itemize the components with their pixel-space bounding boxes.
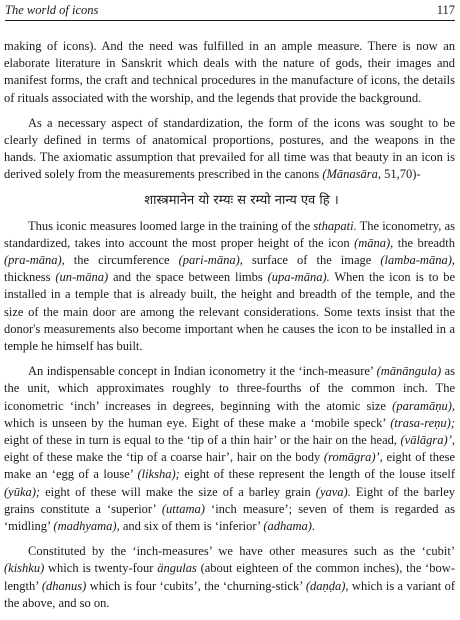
italic-term: (adhama).: [263, 519, 316, 534]
italic-term: (daṇḍa),: [305, 578, 349, 593]
italic-term: (liksha);: [137, 467, 180, 482]
body-text: [4, 38, 455, 620]
italic-term: (māna),: [354, 235, 394, 250]
text-run: eight of these in turn is equal to the ‘tip of a thin hair’ or the hair on the head,: [4, 433, 401, 448]
running-header: [5, 2, 455, 21]
italic-term: (romāgra)’,: [323, 450, 383, 465]
italic-term: ängulas: [157, 561, 197, 576]
italic-term: (uttama): [161, 501, 205, 516]
italic-term: (Mānasāra,: [322, 167, 381, 182]
text-run: which is a variant of the above, and so on.: [4, 578, 455, 610]
text-run: शास्त्रमानेन यो रम्यः स रम्यो नान्य एव हि ।: [144, 192, 339, 208]
text-run: eight of these make the ‘tip of a coarse hair’, hair on the body: [4, 450, 324, 465]
italic-term: (pra-māna),: [4, 253, 65, 268]
paragraph-p5: [4, 543, 455, 612]
text-run: surface of the image: [242, 253, 381, 268]
text-run: which is twenty-four: [44, 561, 158, 576]
italic-term: (dhanus): [41, 578, 87, 593]
text-run: ‘inch measure’; seven of them is regarded as ‘midling’: [4, 501, 455, 534]
paragraph-p3: [4, 218, 455, 356]
text-run: Constituted by the ‘inch-measures’ we have other measures such as the ‘cubit’: [28, 544, 455, 559]
text-run: and the space between limbs: [108, 270, 268, 285]
italic-term: (paramāṇu),: [392, 398, 455, 413]
italic-term: (lamba-māna),: [380, 253, 455, 268]
text-run: thickness: [4, 270, 56, 285]
text-run: eight of these make an ‘egg of a louse’: [4, 450, 456, 482]
text-run: 51,70)-: [381, 167, 421, 182]
italic-term: (yūka);: [4, 484, 41, 499]
text-run: An indispensable concept in Indian iconometry it the ‘inch-measure’: [28, 364, 377, 379]
text-run: When the icon is to be installed in a temple that is already built, the height and breadth of the temple, and the size of the main door are among the relevant considerations. Some texts insist that the donor's measurements also become important when he causes the icon to be installed in a temple he himself has built.: [4, 270, 455, 354]
text-run: which is four ‘cubits’, the ‘churning-stick’: [86, 578, 306, 593]
text-run: Eight of the barley grains constitute a ‘superior’: [4, 484, 456, 516]
text-run: which is unseen by the human eye. Eight of these make a ‘mobile speck’: [4, 415, 391, 430]
text-run: the breadth: [393, 235, 455, 250]
italic-term: sthapati.: [313, 218, 357, 233]
text-run: as the unit, which approximates roughly to three-fourths of the common inch. The iconometric ‘inch’ increases in degrees, beginning with the atomic size: [4, 364, 455, 413]
text-run: and six of them is ‘inferior’: [119, 519, 264, 534]
page-number: 117: [436, 3, 455, 17]
text-run: (about eighteen of the common inches), the ‘bow-length’: [4, 561, 455, 593]
text-run: eight of these represent the length of the louse itself: [179, 467, 455, 482]
italic-term: (un-māna): [55, 270, 109, 285]
sanskrit-verse: [4, 192, 455, 210]
paragraph-p4: [4, 363, 455, 535]
italic-term: (pari-māna),: [178, 253, 243, 268]
text-run: the circumference: [64, 253, 179, 268]
italic-term: (yava).: [315, 484, 351, 499]
text-run: making of icons). And the need was fulfilled in an ample measure. There is now an elaborate literature in Sanskrit which deals with the nature of gods, their images and manifest forms, the craft and technical procedures in the manufacture of icons, the details of rituals associated with the worship, and the legends that provide the background.: [4, 39, 455, 105]
text-run: The iconometry, as standardized, takes into account the most proper height of the icon: [4, 218, 455, 250]
text-run: eight of these will make the size of a barley grain: [40, 484, 316, 499]
paragraph-p1: [4, 38, 455, 107]
text-run: Thus iconic measures loomed large in the training of the: [28, 218, 314, 233]
italic-term: (madhyama),: [53, 519, 120, 534]
italic-term: (vālāgra)’,: [400, 433, 455, 448]
italic-term: (kishku): [4, 561, 45, 576]
text-run: As a necessary aspect of standardization, the form of the icons was sought to be clearly defined in terms of anatomical proportions, postures, and the weapons in the hands. The axiomatic assumption that prevailed for all time was that beauty in an icon is derived solely from the measurements prescribed in the canons: [4, 115, 455, 182]
italic-term: (mānāngula): [376, 364, 442, 379]
paragraph-p2: [4, 115, 455, 184]
italic-term: (trasa-reṇu);: [390, 415, 455, 430]
running-header-title: The world of icons: [5, 3, 99, 17]
italic-term: (upa-māna).: [267, 270, 330, 285]
